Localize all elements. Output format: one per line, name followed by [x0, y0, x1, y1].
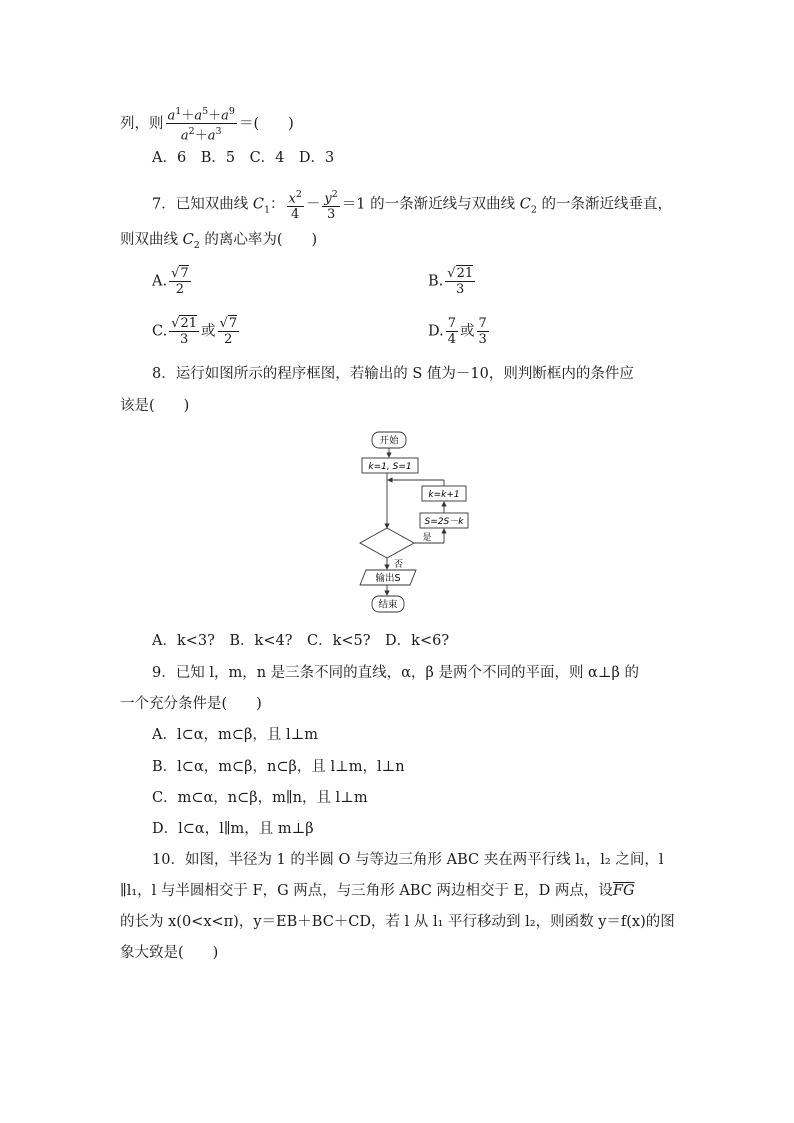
q7-frac-x: $\frac{x^2}{4}$ — [288, 189, 302, 223]
q7-stem-line2: 则双曲线 $C_2$ 的离心率为( ) — [120, 232, 318, 251]
q9-stem-line2: 一个充分条件是( ) — [120, 696, 262, 712]
q10-line2a: ∥l₁，l 与半圆相交于 F，G 两点，与三角形 ABC 两边相交于 E，D 两点，设 — [120, 883, 613, 899]
flow-update-label: S=2S－k — [424, 517, 464, 527]
q9-stem-line1: 9．已知 l，m，n 是三条不同的直线，α，β 是两个不同的平面，则 α⊥β 的 — [152, 665, 639, 681]
flow-condition-diamond — [360, 528, 414, 558]
q7-or-c: 或 — [201, 323, 216, 340]
q8-stem-line1: 8．运行如图所示的程序框图，若输出的 S 值为－10，则判断框内的条件应 — [152, 366, 634, 382]
q7-tail: ＝1 的一条渐近线与双曲线 — [341, 196, 520, 213]
flow-yes-label: 是 — [422, 533, 432, 543]
q7-tail2: 的一条渐近线垂直， — [536, 196, 673, 213]
flow-start-label: 开始 — [379, 435, 399, 447]
q9-option-b: B．l⊂α，m⊂β，n⊂β，且 l⊥m，l⊥n — [152, 759, 405, 775]
q7-option-d: D. $\frac{7}{4}$ 或 $\frac{7}{3}$ — [428, 316, 487, 347]
q9-option-a: A．l⊂α，m⊂β，且 l⊥m — [152, 727, 318, 743]
q6-stem — [120, 104, 294, 144]
q7-or-d: 或 — [460, 323, 475, 340]
q6-suffix: ＝( ) — [238, 115, 294, 132]
q10-arc-fg: $\overline{FG}$ — [612, 883, 635, 899]
q7-option-c: C. $\frac{√21}{3}$ 或 $\frac{√7}{2}$ — [152, 316, 238, 347]
q6-fraction: $\frac{a^1+a^5+a^9}{a^2+a^3}$ — [167, 106, 235, 144]
q9-option-c: C．m⊂α，n⊂β，m∥n，且 l⊥m — [152, 790, 368, 806]
q10-stem-line1: 10．如图，半径为 1 的半圆 O 与等边三角形 ABC 夹在两平行线 l₁，l₂ 之间，l — [152, 852, 664, 868]
q8-options: A．k<3? B．k<4? C．k<5? D．k<6? — [152, 633, 450, 649]
q7-opt-a-label: A. — [152, 273, 168, 290]
flow-no-label: 否 — [394, 560, 404, 570]
q7-opt-d-label: D. — [428, 323, 444, 340]
q7-option-b: B. $\frac{√21}{3}$ — [428, 266, 474, 297]
flow-output-label: 输出S — [375, 573, 401, 584]
q9-option-d: D．l⊂α，l∥m，且 m⊥β — [152, 821, 314, 837]
program-flowchart — [350, 428, 480, 618]
flow-increment-label: k=k+1 — [428, 490, 460, 500]
q6-options: A．6 B．5 C．4 D．3 — [152, 150, 335, 166]
q8-stem-line2: 该是( ) — [120, 398, 190, 414]
q7-opt-c-label: C. — [152, 323, 168, 340]
q7-lead: 7．已知双曲线 — [152, 196, 253, 213]
q10-stem-line2 — [120, 881, 635, 901]
q7-stem-line1: 7．已知双曲线 $C_1$： $\frac{x^2}{4}$ － $\frac{y^2}{3}$ ＝1 的一条渐近线与双曲线 $C_2$ 的一条渐近线垂直， — [152, 189, 673, 223]
flow-init-label: k=1, S=1 — [368, 462, 412, 472]
q7-line2b: 的离心率为( ) — [199, 232, 318, 248]
flow-end-label: 结束 — [378, 599, 398, 611]
q7-option-a: A. $\frac{√7}{2}$ — [152, 266, 189, 297]
q10-stem-line3: 的长为 x(0<x<π)，y＝EB＋BC＋CD，若 l 从 l₁ 平行移动到 l₂，则函数 y＝f(x)的图 — [120, 914, 675, 930]
q7-frac-y: $\frac{y^2}{3}$ — [324, 189, 338, 223]
q10-stem-line4: 象大致是( ) — [120, 945, 219, 961]
q7-opt-b-label: B. — [428, 273, 444, 290]
q6-prefix: 列，则 — [120, 115, 164, 132]
q7-line2: 则双曲线 — [120, 232, 183, 248]
